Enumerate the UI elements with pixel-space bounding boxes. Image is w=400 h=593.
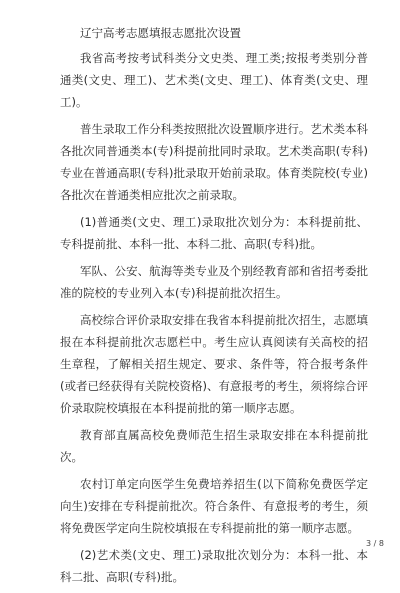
document-title: 辽宁高考志愿填报志愿批次设置 bbox=[80, 26, 241, 40]
paragraph-5: 高校综合评价录取安排在我省本科提前批次招生，志愿填报在本科提前批次志愿栏中。考生应认真阅读有关高校的招生章程，了解相关招生规定、要求、条件等，符合报考条件(或者已经获得有关院校资格)、有意报考的考生，须将综合评价录取院校填报在本科提前批的第一顺序志愿。 bbox=[60, 313, 368, 415]
page-number: 3 / 8 bbox=[366, 539, 384, 548]
paragraph-8: (2)艺术类(文史、理工)录取批次划分为：本科一批、本科二批、高职(专科)批。 bbox=[60, 548, 368, 584]
paragraph-2: 普生录取工作分科类按照批次设置顺序进行。艺术类本科各批次同普通类本(专)科提前批同时录取。艺术类高职(专科)专业在普通高职(专科)批录取开始前录取。体育类院校(专业)各批次在普通类相应批次之前录取。 bbox=[60, 122, 368, 202]
paragraph-4: 军队、公安、航海等类专业及个别经教育部和省招考委批准的院校的专业列入本(专)科提前批次招生。 bbox=[60, 264, 368, 300]
paragraph-3: (1)普通类(文史、理工)录取批次划分为：本科提前批、专科提前批、本科一批、本科二批、高职(专科)批。 bbox=[60, 215, 368, 251]
document-body bbox=[60, 24, 368, 593]
paragraph-7: 农村订单定向医学生免费培养招生(以下简称免费医学定向生)安排在专科提前批次。符合条件、有意报考的考生，须将免费医学定向生院校填报在专科提前批的第一顺序志愿。 bbox=[60, 477, 368, 535]
paragraph-1: 我省高考按考试科类分文史类、理工类;按报考类别分普通类(文史、理工)、艺术类(文史、理工)、体育类(文史、理工)。 bbox=[60, 51, 368, 109]
paragraph-6: 教育部直属高校免费师范生招生录取安排在本科提前批次。 bbox=[60, 428, 368, 464]
